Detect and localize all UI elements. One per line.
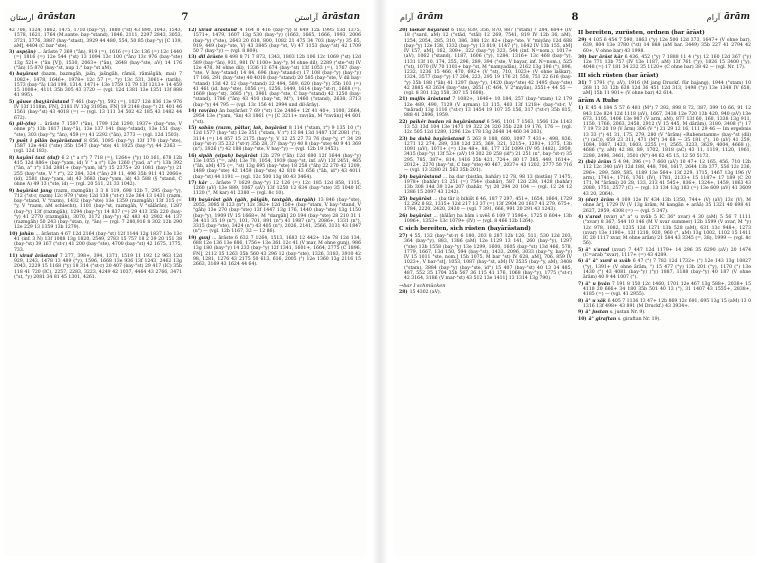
entry-citations: 8 656, 1095 (bay-°y) 13f 170 (bay-°ste), 1587 12e 443 (°ste) 35b 1547 (bay-°ste) 41 1025 (bay-°y) 44 2363 — (vgl. 12d 183). <box>14 138 182 155</box>
dictionary-entry <box>399 175 572 196</box>
entry-headword: ā° giraftan <box>588 316 617 322</box>
entry-citations: s. justan Nr. 9). <box>609 310 646 316</box>
entry-number: 2) <box>578 160 584 166</box>
entry-citations: s. giraftan Nr. 19). <box>617 316 661 322</box>
entry-citations: (razm, razmgāh) 3 3 8 119, 698 12b 7, 295 (bay-°y), 712 (°st-r, razm) 12c 979 (°ste) 12d 138 (°st-r) 12e 364 13 1431 (razm, bay-°stand, V °razm), 1432 (bay-°ste) 13e 1359 (razmgāh) 13f 315 (= °y, V °razm, aM schlecht), 1101 (bay-°st, razmgāh, V °sālārān), 1287 (bay-°y) 13f (razmgāh), 1294 (bay-°y) 14 837 (=) 29 413 35b 220 (bay-°y) 41 2770 (razmgāh), 3070, 3172 (bay-°y) 42 483 43 2902 44 137 (razmgāh) 50 243 (bay-°stan, iy, °ān) — (vgl. 7 280,916 8 302 12b 290 12e 229 13 1359 13b 1279). <box>14 188 182 231</box>
entry-number: 10) <box>9 231 18 237</box>
page-number: 8 <box>571 11 579 23</box>
dictionary-entry <box>578 81 751 97</box>
entry-citations: 7 277, 398+, 394, 1371, 1519 11 192 12 963 12d 929, 1243, 1478 13 489 (°y), 1596, 1668 13e 936 13f 1243, 2462 13g 2043, 2229 15 1168 (°y) 18 314 (°st-r) 20 407 (bay-°st) 29 417 (IC) 35b 118 41 720 (IC), 2257, 2283, 3223, 4249 42 1037, 4464 43 2766, 3471 (°st, °y) 2081 34 81 45 1301, 4261. <box>14 253 182 280</box>
dictionary-entry <box>399 137 572 174</box>
entry-citations: ... ārāstan 4 67 12d 2164 (bay-°st) 12f 1144 12g 1837 13e 13c 41 (inf. 3 N) 13f 1088 13g 1820, 2549, 2783 15 757 18 2 39 20 151 38 (bay-°st) 39 167 (°st-r) 41 200 (bay-°ste), 4700 (bay-°st) 42 1675, 1775, 733. <box>14 231 182 253</box>
entry-citations: ... ārāste 7 1597 (°ān), 1799 12d 1290, 1937+ (bay-°ste, V ohne p°) 13b 1817 (bay-°ā), 13e 137 141 (bay-°stand), 13e 151 (bay-°ste), 303 (bay-°y, °ān), 459 (=) 41 2292 (°ān), 2773 — (vgl. 12d 1503). <box>14 122 182 138</box>
entry-citations: 6 436, 452 (°y) 7 1888 11 4 (°y) 12 160 12d 367 (°y) 12e 771 13b 757 (IV 13e 1187, aM) 13f 761 (°y), 1826 15 3400 (°y), 4048 (=) 17 181 34 232 35 1120+ (C ohne bar) 38 42 — (vgl. Nr. 17). <box>583 54 751 71</box>
entry-headword: bayārāst jang <box>16 188 52 194</box>
entry-citations: 4 105 6 454 7 590, 1863 (°y) 12e 500 12d 373, 1647+ (V ohne bar), 639, 804 13e 3780 (°st) 14 888 (aM bar. 3449) 35b 227 41 2794 42 60+, V ohne bar) 43 1998. <box>583 38 751 54</box>
entry-headword: xirad ārāstand <box>19 253 58 259</box>
entry-number: 22) <box>399 119 408 125</box>
entry-number: 8) <box>578 298 584 304</box>
entry-number: 7) <box>578 281 584 287</box>
entry-citations: ... ārāste 6 632 7 1264, 1513, 1683 12 442+ 12e 78 12d 134, 688 12e 136 13e 686, 1756+ 13e 361 12c 41 (V mar, M ohne gunj), 986 13g 180 (bay-°y) 14 233 (bay-°y) 12f 1341, 1601+, 1664, 2775 (C 1896, FN], 2112 35 1263 35b 560 43 296 12 (bay-°ste), 1326, 3183, 3910 42 98, 1281, 1276 43 2175 50 613, 616, 2005 (°) 12e 1360 13g 2116 15 2663, 3169 43 1624 44 64). <box>193 235 361 268</box>
dictionary-entry <box>188 55 361 108</box>
entry-headword: asp(ān) <box>16 50 36 56</box>
dictionary-entry <box>399 28 572 96</box>
dictionary-entry <box>188 198 361 235</box>
header-arabic-script-right: آراستن <box>294 12 318 22</box>
header-transliteration: ārāstan <box>37 12 76 22</box>
entry-citations: 8 114 (°stam, r°) 9 135 10 (°) 12d 1577 (bay-°st) 12e 351 (°stam, V r°) 13 84 13d 1487 13f 2081 (°r), 3114 (=) 14 857 15 2175 (bay-°y, V 12 25 27 73 76 (bay-°y, r° 34 29 (bay-°st-r) 35 232 (°st-r) 35b 28, 37 (bay-°y) 40 8 (bay-°ste) 40 9 41 369 (n°), 3926 (°) 42 188 (bay-°ste, V bay-°y) — (vgl. 12b 19 1453). <box>193 126 361 153</box>
entry-citations: 6 546, 1101 7 1563, 1566 12e 1143 13 53 13d 104 13e 1471 19 322 24 320 35b 228 19 176, 176 — (vgl. 12c 505 12d 1289, 1296 12e 178 13g 2648 14 460 34 203). <box>404 119 572 136</box>
entry-citations: 7 1791 (°y, aV), 1916 (M jang Druckf. für bajang), 1944 (°stam) 10 268 11 33 12b 638 12d 36 451 12d 313, 1498 (°y) 13e 1348 IV 658, aM] 15b 11 901+ (V ohne bar) 42 614. <box>583 80 751 97</box>
header-arabic-script-right: آرام <box>706 12 721 22</box>
entry-headword: gunj <box>198 235 211 241</box>
entry-headword: kār <box>198 180 208 186</box>
entry-headword: paīkēr budan rā bayārāstand <box>409 119 485 125</box>
entry-citations: 13 846 (bay-°ste), 2055, 3085 8 123 (n°) 12c 382+ 12d 150+ (bay-°stam, V bay-°stand, V °gāh) 13e 270 (bay-°ste) 13f 1447 13g 176, 1440 (bay-°ste) 13g 1150 (bay-°y), 1909 IV 15 1668+, M °dargāh] 20 194 (bay-°ste) 28 210 31 1 34 411 35 19 (n°), 101, 701, 891 (n°) 41 1987 (n°), 2086+, 1331 (n°), 3315 (bay-°ste), 3424 (n°) 43 405 (n°), 2026, 2141, 2566, 3131 43 1847 (n°) — (vgl. 12b 1167, 32 — 12 86). <box>193 197 361 235</box>
dictionary-entry <box>399 97 572 118</box>
entry-number: 4) <box>578 215 584 220</box>
entry-citations: 6 405 7 1136 13 47+ 12b 869 12c 691, 695 13g 15 (aM) 13 0 1316 13f 498+ 43 891 (M Druckf.) 43 3934+. <box>583 298 751 309</box>
dictionary-entry <box>578 282 751 298</box>
entry-headword: pil-(dn) <box>16 122 36 127</box>
entry-citations: 6 47 (°) 7 782 12d 1732+ (°) 12e 143 13g 10827 (°y), 1391+ (V ohne ārām, °) 15 477 (°y) 13h 201 (°y), 1170 (°) 13e 1430 (°) 43 4081 (bay-°y) (°y) 1887, 1188 (bay-°y) 40 187 (V ohne ārām) 40 9 44 1007 (°). <box>583 259 751 281</box>
header-arabic-script: آرام <box>400 12 414 22</box>
entry-headword: pušt i pīlān bayārāstand <box>16 138 82 144</box>
entry-number: 25) <box>399 196 408 202</box>
dictionary-entry <box>578 38 751 54</box>
entry-citations: 6 183, 839, 356, 870, 887 (°stam) 7 284, 604+ (IV 18 (°sard, aM) 12 (°stād, °stāl) 12 269, 7541, 819 IV 12b 36, aM), 1254, 2054, 285, 310, 386, 388 12c 82+ (bay-°ste, V °miyān) 12d 688 (bay-°y) 12e 138, 1332 (bay-°y) 13 819, 1147 (°), 1642 IV 13b 155, aM] IV 157, aM], 162, 309+, 322 (bay-°y) 323, 544 (inf. N=nom.), 1017+ (aV), 1062 (°stand), 1187, 1606 (°y), 1284, 1316+ 13c 468 (bay-°y), 1131 13f 10, 174, 255, 296, 289, 394 (°ste, V bayar, inf. N=nom.), 525 (°st), 1070 (IV 70 1101+ bay-°st, M °namyadān), 2162 13g 196 (°), 896, 1232, 1236 15 466, 470, 692+ (V °st), 710, 1023+ (V ohne laškar), 1324, 3577 (bay-°y) 17 204, 223, 295 19 176 21 558, 751 22 616 (bay-°y) 35b 188 (°āh) 41 1297 (bay-°y), 1420 (bay-°ste) 42 1495 (bay-°ste) 42 3885 43 2634 (bay-°ste), 2651 (C 464, V 2°miyān), 3551+ 44 55 — (vgl. 8 301 12g 158, 307 15 1608). <box>404 28 572 96</box>
section-heading: ārām A Ruhe <box>578 98 619 105</box>
entry-number: 20) <box>399 28 408 33</box>
entry-headword: sipāh (sipah) bayārāst <box>198 153 258 159</box>
entry-number: 27) <box>399 234 408 240</box>
text-column-2 <box>188 28 361 552</box>
entry-headword: rav(ān) <box>198 109 218 115</box>
entry-headword: ba dahā bayārāstand <box>409 136 465 142</box>
entry-headword: x'arad <box>585 215 602 220</box>
entry-number: 18) <box>188 197 197 203</box>
entry-citations: (bazm, bazmgāh, jašn, jašngāh, rāmiš, rāmišgāh, mai) 7 1082+, 1478, 1646+, 1978+ 12c 57 (=, °y) 13c 531, 3061+ (tariḥ), 1573 (bay-°ā) 13d 199, 1314, 1471+ 13e 1759 13 79 13f 1213+ 14 459 15 1008+, 4111 35b 305 43 3720 — (vgl. 12d 1381 13e 1351 13f 888 41 995). <box>14 72 182 99</box>
entry-number: 30) <box>578 54 587 60</box>
entry-headword: majlis ārāstand <box>409 97 451 103</box>
entry-headword: ā° justan <box>585 310 609 316</box>
entry-headword: bayārast <box>16 72 39 78</box>
entry-number: 14) <box>188 109 197 115</box>
dictionary-entry <box>188 154 361 180</box>
entry-number: 29) <box>578 38 587 43</box>
entry-headword: dil ārāste <box>198 55 224 61</box>
entry-citations: 4 55, 132 (bay-°st-r) 6 180, 203 8 287 12b 126, 511, 530 12d 203, 364 (bay-°y), 883, 1386 (aM) 12e 1129 13 141, 260 (bay-°y), 1297 (°ste) 13b 1558 (bay-°y) 13e 1299, 1600, 1605 (bay-°st) 13d 466, 578, 1779, 1667, 13d 150, 594 (bay-°st), 1433, 2096, 3033 (bay-°y, bay-°y) IV 15 1011 °ste, nom.] 15b 1075, M bar °st) IV 628, aM], 706, 859 IV 1023+, V bar-°st], 1053, 1087 (bay-°st, aM) IV 3535 (bay-°y, aM), 3408 (°stam), 3884 (bay-°y) (bay-°ste, id°) 15 407 (bay-°st) 40 13 34 485, 487, 552 35 1704 35b 567 36 115 41 176, 1068 (bay-°y), 1775 (°st-r) 42 3164, 3186 (V mar-°st) 43 512 13e 1411] 13 1314 13g 790). <box>404 234 572 282</box>
entry-citations: 7 1082+, 1646+ 10 184, 257 (bay-°stam) 12 179 12e 489, 490, 7129 (V ayman) 13 115, 403 13f 1218+ (bay-°st-r, V °mārad) 13g 1116 (°st-r) 13 1454 19 107 35 156, 317 (°st-r) 35b 815, 888 41 2896, 1959. <box>404 97 572 119</box>
entry-number: 19) <box>188 235 197 241</box>
entry-citations: 5 263 8 188, 680, 1097 7 431+, 498, 836, 1271 12 274, 289, 338 12d 235, 369, 321, 1215+, 1293+, 1375, 13b 1091 (aV), 1071+ (=) 13e 48+, 86, 177 13f 1099 (IV 95 1482), 2959, 3415 (bay-°y) 13f 52+ (aV) 19 302 20 258 (id°) 21 251 (n°, bay-°st-r) 35 295, 785, 387+, 814, 1416 35b 421, 724+, 80 17 385, 449, 1614+, 2012+, 2270 (bay-°st, C bay-°ste) 40 467, 2037+ 43 1202, 2777 50 716 — (vgl. 13 3280 21 563 35b 201). <box>404 136 572 174</box>
text-column-2 <box>578 28 751 552</box>
entry-citations: ān bayārāst 7 69 (°st) 12e 2486+ 12f 41 40+, 1100, 2664, 2954 13e (°yam, °ān) 43 1861 (=) [C 3211+ rav(ān, M °ravān)] 44 601 (°st). <box>193 109 361 125</box>
dictionary-entry <box>9 254 182 280</box>
entry-citations: (xvar) a° a° u xvāb 5 IC 36° xvar) 4 30 (aM) 5 56 7 1111 (°xvar) 8 367, 544 10 146 (M V xvar summer) 12b 1599 (V xvar, M °y) 12c 978, 1082, 1235 12d 1271 13b 528 (aM), 631 13c 948+, 1273 (xvar) 13e 1190+, 13f 1218, 920, 960 (°, aM) 13g 1002, 1102 15 1411 IC 20 1117 xvar, M ohne arām) 21 584 43 3345 (=, 38), 1999 — (vgl. 8c 56). <box>583 215 751 247</box>
entry-headword: (dar) ārām <box>585 198 615 204</box>
dictionary-entry <box>9 232 182 253</box>
entry-number: 7) <box>9 138 15 144</box>
entry-number: 1) <box>578 106 584 112</box>
dictionary-entry <box>578 55 751 71</box>
entry-citations: E 45 4 184 5 57 6 481 (M°) 7 392, 898 8 72, 387, 399 10 66, 91 12 843 12e 824 12d 1118 (aV), 1667, 3438 12e 720 13b 420, 940 (aV) 13e 673, 1105, 1406 13e 987 (V arm, aM), 877 13f 60, 160, 1338 13g 911, 1150, 1766, 2063, 2458, 2912 (V 15 445, M dārām), 3180, 3408 (°) 17 7 19 73 20 19 (V ārm) 306 (V °) 21 29 12 16, 111 29 46 — Im ergebnis 13 33 (°) 41 31, 175, 279, 280 (V °ārām) «Rubenstamm» (bay-°st (dil) (°) (aC)), 659 23 311, 471 (M°) 34 68 — 35 181 (°), 10 (aV) 41 259, 1084, 1087, 1423, 1603, 2255 (=), 2565, 3233, 3629, 4004, 4668 (), 4686 (°y, aM) 42 88, 89, 1702, 1818 (aC) 43 11, 1119, 1120, 1961, 2280, 2496, 3461, 3501 (N°) 44 62 45 15, 12 50 5173. <box>583 106 751 159</box>
entry-headword: ā° x'arad <box>585 247 610 253</box>
dictionary-entry <box>9 156 182 188</box>
entry-citations: 6 2 (° a r°) 7 718 (=), 1264+ (°y) 10 161, 678 12b 415 12d 886+ (bay-°yam, id) V ° a r°) 12e 1260 (°yad, a° r°) 13b 392 (°ān, a° r°) 13d 2881+ (bay-°yam, id°) 15 2375+ 20 1081 (bay-°y) 21 255 (bay-°ste, V ° r°), 22 284, 324 (°ān) 29 11, 496 35b 911 41 2066+ (id), 2581 (bay-°yam, id) 43 3683 (bay-°yam, id) 43 588 (§ °stand, C ohne A) 49 13 (°ste, id) — (vgl. 20 511, 21 33 1042). <box>14 155 182 188</box>
entry-number: 21) <box>399 97 408 103</box>
entry-citations: 42 706, 1324, 1862, 1475, 1710 (bay-°y), 1880 (°st) 43 890, 1043, 1543, 1578, 1621, 1764 (M.sante. bay-°stand), 1846, 2111, 2297 2843, 3053, 3721, 3776, 3887 (bay-°stast), 3929 44 480, 554, 50 85 (bay-°y) [C 139, aM], 4404 (C bar °ste). <box>9 28 182 49</box>
header-headword: ārāstan <box>321 12 360 22</box>
entry-number: 16) <box>188 153 197 159</box>
dictionary-entry <box>188 126 361 152</box>
entry-headword: kayānī taxt (daf) <box>16 155 60 161</box>
entry-headword: bayārāst <box>409 196 432 202</box>
entry-citations: 8 498 8 71 7 873, 1343, 1803 12b 106 12c 1069 (°st) 12d 589 (bay-°ān), 931, 981 IV 1100+ bay-°y, M ohne dil), 2289 (°ste-°st) IV 12e 478, M ohne dil), 1336 13 674 (bay-°st) 13f 1053 (=), 1767 (bay-°ste, V bay-°stand) 14 84, 696 (bay-°stand-r) 17 108 (bay-°y) (bay-°y) 17 166, 291 (bay-°ste) 40 4018 (bay-°stand) 20 585 (bay-°ste, V dil bay-°stand) 13d 42 12 (bay-°stand) 22 494, 589, 620 (bay-°y) 35b 103 (=) 41 461 (id, bay-°ste), 1056 (=), 1256, 1449, 1614 (bay-°st-r), 1668 (=), 1669 (bay-°st), 3685 (°y), 3961 (bay-°ste, C bay-°stand) 42 1250 (bay-°stand), 1786 (°ān) 43 410 (bay-°st, M°), 1460 (°stand), 2638, 3713 (bay-°y) 44 795 — (vgl. 13c 156 41 2994 und dil-ārāy). <box>193 55 361 108</box>
entry-citations: ... (ba tār i) bihišt 6 46, 187 7 297, 451+, 1654, 1664, 1729 12 292 8 82, 1315+ 12d 217 13 37 (=) 13f 2904 20 1617 41 279, 675+, 1784, 2220, 2420, 2430 — (vgl. 7 391, 666, 991 20 291 43 1243). <box>404 196 572 213</box>
entry-citations: ... (bālār) ba bām i xvēš 6 109 7 1596+, 1725 8 604+ 13b 1096+, 1353+ 13c 1079+ (IV) — (vgl. 8 466 12b 1264). <box>404 213 572 224</box>
dictionary-entry <box>578 248 751 259</box>
entry-citations: 12b 279 (°āh) 12d 680 12f 1644 (bay-°y) 13e 1055 (°=, aM) 13e 70, 1054, 1939 (bay-°st, inf. aV) 13f 2451, 465 (°āh, aM) 475 (=, °st) 13g 695 (bay-°ste) 18 258 (°āh) 22 270 42 1209, 1489 (bay-°ste) 42 1459 (bay-°ste) 42 810 43 656 (°āh, id°) 43 4011 (bay-°st) 44 1191 — (vgl. 12c 500 13g 80 43 3464). <box>193 153 361 180</box>
entry-number: 11) <box>9 253 18 259</box>
dictionary-entry <box>578 310 751 315</box>
entry-headword: laškar bayārāst <box>409 28 450 33</box>
dictionary-entry <box>578 317 751 322</box>
dictionary-entry <box>188 181 361 197</box>
entry-headword: ā° u ḫvān <box>585 281 611 287</box>
section-heading: II bereiten, zurüsten, ordnen (bar ārāst) <box>578 30 705 36</box>
entry-number: 23) <box>399 136 408 142</box>
dictionary-entry <box>578 215 751 247</box>
section-heading: C sich bereiten, sich rüsten (bayārāstand) <box>399 226 531 233</box>
dictionary-entry <box>188 109 361 125</box>
dictionary-entry <box>9 189 182 231</box>
entry-headword: ā° ā° xurd u xvāb <box>585 259 631 265</box>
entry-headword: sabān (razm, pāltar, lak, bayārāst <box>198 126 287 132</box>
entry-headword: (bā) ārām <box>585 160 612 166</box>
header-arabic-script: ارستان <box>10 12 34 22</box>
entry-number: 15) <box>188 126 197 132</box>
dictionary-entry <box>9 139 182 155</box>
dictionary-entry <box>578 106 751 159</box>
entry-number: 26) <box>399 213 408 219</box>
dictionary-entry <box>399 214 572 225</box>
dictionary-entry <box>188 28 361 54</box>
entry-citations: 7 461 (bay-°y), 592 (=), 1027 12d 836 13e 976 IV 13f 1118m, FN], 2181 IV 13g 3195m, FN] 19 2148 (bay-°) 21 401 46 1561 (bay-°st) 43 4018 (=) — (vgl. 13 111 34 502 42 185 43 1482 44 672). <box>14 99 182 121</box>
header-headword: ārām <box>724 12 750 22</box>
entry-headword: ā° u xāk <box>585 298 607 304</box>
entry-citations: ... ārāste 7 369 (°ān), 919 (=), 1616 (=) 12c 136 (=) 12c 1440 (=) 1816 (=) 12e 544 (°st) 13 1094 13c 100 (°ān) 13c 976 (bay-°ste) 13g 521+ (°ān [V]), 1530, 2063+ (°ān), 2648 (bay-°ste, aV) 14 176 (°ān) 15 870 (bay-°st, aup 1.° bay-°st aM). <box>14 50 182 71</box>
entry-headword: jahān <box>19 231 34 237</box>
dictionary-entry <box>578 198 751 214</box>
entry-headword: bayārāst gāh (gāh, pālgāh, taxtgāh, dargāh) <box>198 197 316 203</box>
dictionary-entry <box>399 234 572 281</box>
entry-number: 5) <box>9 99 15 105</box>
dictionary-entry <box>399 197 572 213</box>
entry-number: 9) <box>9 188 15 194</box>
entry-number: 5) <box>578 247 584 253</box>
dictionary-entry <box>578 259 751 280</box>
entry-headword: xirad ārāstand <box>198 28 237 33</box>
dictionary-page-left <box>4 8 366 556</box>
dictionary-entry <box>9 100 182 121</box>
entry-number: 3) <box>9 50 15 56</box>
entry-headword: bayārāst <box>409 213 432 219</box>
dictionary-entry <box>9 122 182 138</box>
entry-number: 8) <box>9 155 15 161</box>
entry-headword: bayārāstand <box>409 174 442 180</box>
page-header <box>10 10 360 24</box>
entry-number: 17) <box>188 180 197 186</box>
dictionary-entry <box>399 290 572 295</box>
dictionary-entry <box>9 28 182 49</box>
dictionary-entry <box>188 236 361 268</box>
dictionary-entry <box>578 160 751 197</box>
entry-citations: (xvar) 7 447 12d 1179+ 14 296 35 6290 (aV) 20 1474 (C=arab °xvar), 1117+ (=) 43 4289. <box>583 247 751 258</box>
entry-citations: 5 4 94, 396 (=) 7 660 (aV) 10 47+ 12 165, 456, 710 12b 112 12c 340 (aV) 12d 188, 448, 706, 1617, 2644 13b 377, 556 12c 236, 296+, 299, 589, 585, 1189 13e 564+ 13f 229, 1715, 1467 13g 196 (V arm), 1741+, 1716, 1761 (IV), 1781, 2133+ 15 1187+ 17 189 (C 20 171, M °ārāmī) 20 28, 133, 213 41 545+, 836+, 1324+, 1459, 1863 43 2080, 1751, 2577 (C) — (vgl. 13 134 13g 183 (=) 13e 609 (aV) 41 3609 43 20, 2064). <box>583 160 751 197</box>
entry-number: 4) <box>9 72 15 78</box>
entry-citations: 4 164 8 416 (bay-°y) 8 649 12a 1995 13d 1375, 1571+, 1479, 1607 13g 530 (bay-°y) (1663, 1665, 1666, 1993, 2006 (bay-°y) (°ste), 2643 20 618, 800, 1082 21 475 34 703 (bay-°y) 35 65, 919, 449 (bay-°ste, V) 43 3845 (bay-°st, V) 47 1153 (bay-°st) 42 1709 50 7 (bay-°y) — (vgl. 8 809). <box>193 28 361 54</box>
entry-number: 10) <box>578 316 587 322</box>
entry-number: 31) <box>578 80 587 86</box>
entry-number: 6) <box>9 122 15 127</box>
dictionary-entry <box>399 120 572 136</box>
dictionary-page-right <box>394 8 756 556</box>
entry-citations: 4 169 12e IV 434 13b 1350, 744+ (V) (aV) 13c (V), M ohne ār], 1729 IV (V 13g ārām, M kangān + arāā) 35 1321 40 698 41 2627, 2959, 4308 (=) — (vgl. 5 347). <box>583 198 751 214</box>
entry-citations: 7 191 8 150 12c 1460, 1701 12e 467 13g 588+, 2038+ 15 4118 20 666+ 34 180 35b 501 40 13 (°), 31 1407 43 1555+, 2838+, 4185 (=) — (vgl. 41 2955). <box>583 281 751 298</box>
page-number: 7 <box>181 11 189 23</box>
entry-number: 6) <box>578 259 584 265</box>
header-transliteration: ārām <box>417 12 444 22</box>
entry-citations: ... ārāste 7 1629 (bay-°y) 12 126 (=) 12c 185 12d 858, 1115, 1260 (aV) 13e 889, 1067 (aV) 13f 1250 12 634 (bay-°ste) 35 1040 IC 1120 (°, M kar) 41 2380 — (vgl. 8c 10). <box>193 180 361 197</box>
cross-reference: →bar I schmücken <box>399 282 446 289</box>
dictionary-entry <box>9 72 182 98</box>
entry-citations: ... ba dar (bistān, bahār) 12 78, 98 13 (bistān) 7 1475, 1978+ (bahār) 13 251 (=) 754+ (bahār), 587 12d 238, 1428 (bahār) 13b 308 14d 39 12e 207 (bahār, °y) 20 294 20 104 — (vgl. 12 24 12 1386 15 2097 43 1242). <box>404 174 572 196</box>
entry-number: 9) <box>578 310 584 316</box>
section-heading: III sich rüsten (bar ārāst) <box>578 72 659 79</box>
page-header <box>400 10 750 24</box>
entry-headword: gāuse (bay)ārāstand <box>16 99 70 105</box>
entry-citations: 15 4302 (aV). <box>409 289 442 295</box>
entry-number: 28) <box>399 289 408 295</box>
entry-number: 3) <box>578 198 584 204</box>
entry-number: 12) <box>188 28 197 33</box>
entry-headword: bar ārāst kār <box>588 54 623 60</box>
entry-number: 13) <box>188 55 197 61</box>
dictionary-entry <box>9 50 182 71</box>
entry-number: 24) <box>399 174 408 180</box>
text-column-1 <box>9 28 182 552</box>
text-column-1 <box>399 28 572 552</box>
dictionary-entry <box>578 299 751 310</box>
book-gutter <box>372 0 388 563</box>
